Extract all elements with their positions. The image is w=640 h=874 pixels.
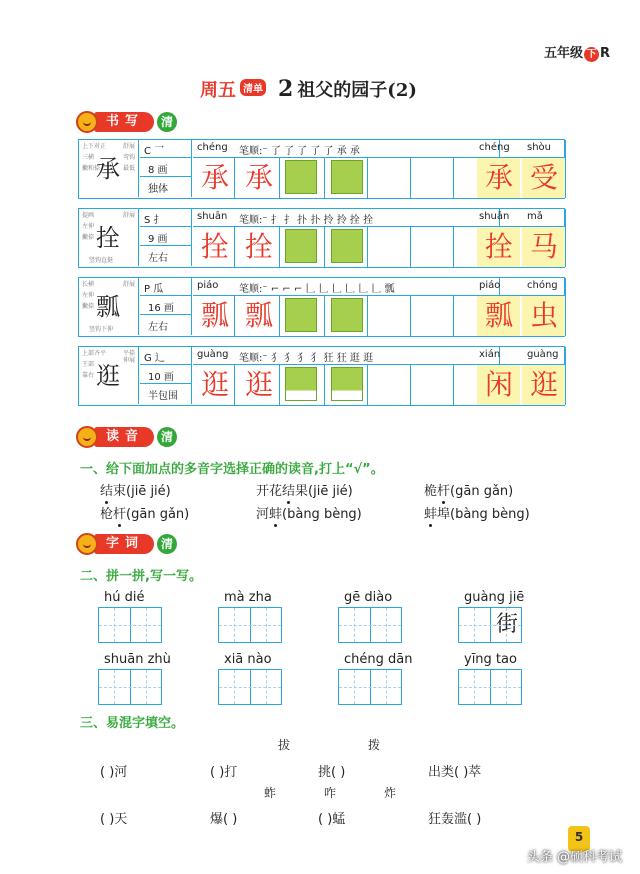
writing-tip: 王部	[82, 361, 95, 368]
grid-guide	[234, 608, 235, 642]
dotted-char: 蚌	[424, 507, 438, 522]
divider	[565, 278, 566, 336]
divider	[279, 226, 280, 267]
divider	[234, 226, 235, 267]
dotted-char: 蚌	[269, 507, 283, 522]
practice-box[interactable]	[285, 367, 317, 401]
divider	[453, 226, 454, 267]
word-pinyin: chóng	[527, 280, 558, 291]
hint-char: 拔	[278, 738, 291, 752]
grid-guide	[146, 608, 147, 642]
grid-guide	[114, 608, 115, 642]
divider	[140, 226, 191, 227]
writing-grid[interactable]	[338, 607, 402, 643]
writing-tip: 竖钩直挺	[89, 257, 114, 264]
divider	[140, 157, 191, 158]
hint-char: 蚱	[264, 786, 277, 800]
char-left-box	[79, 347, 139, 404]
pinyin-label: chéng dān	[344, 652, 413, 667]
writing-grid[interactable]	[98, 607, 162, 643]
char-info	[140, 140, 192, 197]
trace-char: 承	[244, 161, 273, 194]
pinyin-label: xiā nào	[224, 652, 272, 667]
char-pinyin: piáo	[197, 280, 219, 291]
polyphone-item: 桅杆(gān gǎn)	[424, 484, 514, 499]
writing-tip: 上下对正	[82, 143, 107, 150]
hint-char: 咋	[324, 786, 337, 800]
divider	[140, 295, 191, 296]
dotted-char: 结	[100, 484, 114, 499]
divider	[367, 226, 368, 267]
divider	[453, 295, 454, 336]
pinyin-label: hú dié	[104, 590, 145, 605]
word-char: 瓢	[484, 299, 513, 332]
char-structure: 左右	[148, 322, 168, 333]
practice-box[interactable]	[285, 298, 317, 332]
question-3-label: 三、易混字填空。	[80, 716, 185, 731]
grade-label: 五年级 下 R	[543, 46, 610, 61]
mascot-icon	[76, 426, 98, 448]
grid-guide	[146, 670, 147, 704]
char-left-box	[79, 209, 139, 266]
char-pinyin: shuān	[197, 211, 228, 222]
char-info	[140, 209, 192, 266]
writing-tip: 撇和捺	[82, 165, 101, 172]
page-number: 5	[568, 826, 590, 852]
fill-blank[interactable]: 爆( )	[210, 812, 238, 827]
section-write-header: 书写 清	[76, 110, 177, 134]
fill-blank[interactable]: ( )天	[100, 812, 128, 827]
grid-guide	[506, 670, 507, 704]
writing-grid[interactable]	[218, 669, 282, 705]
divider	[140, 176, 191, 177]
writing-tip: 长横	[82, 281, 95, 288]
writing-tip: 三横	[82, 154, 95, 161]
section-words-header: 字词 清	[76, 532, 177, 556]
divider	[324, 364, 325, 405]
word-char: 闲	[484, 368, 513, 401]
divider	[234, 364, 235, 405]
question-2-label: 二、拼一拼,写一写。	[80, 569, 202, 584]
stroke-count: 16 画	[148, 303, 174, 314]
writing-tip: 左伸	[82, 292, 95, 299]
writing-tip: 左伸	[82, 223, 95, 230]
stroke-order: 笔顺:⁻ 扌 扌 扑 扑 拎 拎 拴 拴	[239, 215, 374, 226]
writing-tip: 竖钩下伸	[89, 326, 114, 333]
char-left-box	[79, 278, 139, 335]
stroke-order: 笔顺:⁻ 了 了 了 了 了 承 承	[239, 146, 360, 157]
char-info	[140, 347, 192, 404]
char-structure: 左右	[148, 253, 168, 264]
char-pinyin: chéng	[197, 142, 228, 153]
divider	[367, 295, 368, 336]
practice-box[interactable]	[331, 298, 363, 332]
polyphone-item: 蚌埠(bàng bèng)	[424, 507, 530, 522]
trace-char: 逛	[244, 368, 273, 401]
divider	[140, 245, 191, 246]
divider	[453, 157, 454, 198]
writing-grid[interactable]	[458, 607, 522, 643]
stroke-count: 9 画	[148, 234, 168, 245]
dotted-char: 杆	[437, 484, 451, 499]
pinyin-label: mà zha	[224, 590, 272, 605]
char-left-box	[79, 140, 139, 197]
word-char: 拴	[484, 230, 513, 263]
divider	[279, 364, 280, 405]
stroke-order: 笔顺:⁻ ⌐ ⌐ ⌐ 𠃊 𠃊 𠃊 𠃊 𠃊 𠃊 瓢	[239, 284, 395, 295]
divider	[234, 157, 235, 198]
pinyin-label: yīng tao	[464, 652, 517, 667]
writing-tip: 平捺伸展	[123, 350, 136, 364]
word-pinyin: guàng	[527, 349, 559, 360]
divider	[279, 295, 280, 336]
divider	[234, 295, 235, 336]
mascot-icon	[76, 111, 98, 133]
char-index: C 乛	[144, 146, 165, 157]
practice-box[interactable]	[285, 160, 317, 194]
grid-guide	[386, 608, 387, 642]
stroke-order: 笔顺:⁻ 犭 犭 犭 犭 狂 狂 逛 逛	[239, 353, 374, 364]
char-structure: 半包围	[148, 391, 178, 402]
writing-tip: 舒展	[123, 143, 136, 150]
hint-char: 炸	[384, 786, 397, 800]
dotted-char: 杆	[113, 507, 127, 522]
pinyin-label: shuān zhù	[104, 652, 171, 667]
trace-char: 拴	[244, 230, 273, 263]
polyphone-item: 开花结果(jiē jié)	[256, 484, 353, 499]
writing-tip: 撇捺	[82, 303, 95, 310]
writing-tip: 弯钩	[123, 154, 136, 161]
writing-tip: 舒展	[123, 281, 136, 288]
practice-box[interactable]	[331, 160, 363, 194]
writing-grid[interactable]	[458, 669, 522, 705]
trace-char: 瓢	[200, 299, 229, 332]
pinyin-label: guàng jiē	[464, 590, 525, 605]
fill-blank[interactable]: 狂轰滥( )	[428, 812, 482, 827]
fill-blank[interactable]: 挑( )	[318, 765, 346, 780]
divider	[410, 157, 411, 198]
divider	[565, 209, 566, 267]
divider	[565, 347, 566, 405]
practice-box[interactable]	[331, 229, 363, 263]
divider	[565, 140, 566, 198]
grid-guide	[354, 670, 355, 704]
stroke-count: 10 画	[148, 372, 174, 383]
grid-guide	[266, 670, 267, 704]
page-title: 周五 清单 2 祖父的园子(2)	[200, 76, 417, 102]
grid-guide	[266, 608, 267, 642]
word-char: 逛	[529, 368, 558, 401]
divider	[410, 226, 411, 267]
fill-blank[interactable]: ( )蜢	[318, 812, 346, 827]
trace-char: 瓢	[244, 299, 273, 332]
divider	[279, 157, 280, 198]
model-char: 承	[96, 155, 120, 183]
writing-grid[interactable]	[98, 669, 162, 705]
word-char: 受	[529, 161, 558, 194]
fill-blank[interactable]: ( )河	[100, 765, 128, 780]
grid-guide	[474, 608, 475, 642]
practice-box[interactable]	[285, 229, 317, 263]
writing-tip: 上部齐平	[82, 350, 107, 357]
divider	[410, 295, 411, 336]
trace-char: 承	[200, 161, 229, 194]
grid-guide	[474, 670, 475, 704]
grid-guide	[354, 608, 355, 642]
dotted-char: 结	[282, 484, 296, 499]
section-read-header: 读音 清	[76, 425, 177, 449]
model-char: 逛	[96, 362, 120, 390]
word-char: 虫	[529, 299, 558, 332]
writing-tip: 舒展	[123, 212, 136, 219]
model-char: 瓢	[96, 293, 120, 321]
writing-tip: 靠右	[82, 372, 95, 379]
divider	[324, 295, 325, 336]
grid-char: 街	[495, 612, 518, 637]
divider	[324, 226, 325, 267]
word-char: 马	[529, 230, 558, 263]
char-info	[140, 278, 192, 335]
divider	[324, 157, 325, 198]
writing-tip: 最低	[123, 165, 136, 172]
hint-char: 拨	[368, 738, 381, 752]
word-pinyin: chéng	[479, 142, 510, 153]
word-pinyin: xián	[479, 349, 501, 360]
divider	[453, 364, 454, 405]
writing-tip: 撇捺	[82, 234, 95, 241]
polyphone-item: 结束(jiē jié)	[100, 484, 171, 499]
stroke-count: 8 画	[148, 165, 168, 176]
char-pinyin: guàng	[197, 349, 229, 360]
practice-box[interactable]	[331, 367, 363, 401]
char-row	[78, 208, 565, 268]
question-1-label: 一、给下面加点的多音字选择正确的读音,打上“√”。	[80, 462, 384, 477]
model-char: 拴	[96, 224, 120, 252]
char-row	[78, 139, 565, 199]
writing-tip: 提画	[82, 212, 95, 219]
divider	[410, 364, 411, 405]
trace-char: 拴	[200, 230, 229, 263]
polyphone-item: 河蚌(bàng bèng)	[256, 507, 362, 522]
grid-guide	[386, 670, 387, 704]
char-index: G 辶	[144, 353, 165, 364]
divider	[140, 383, 191, 384]
fill-blank[interactable]: ( )打	[210, 765, 238, 780]
grid-guide	[234, 670, 235, 704]
char-row	[78, 277, 565, 337]
mascot-icon	[76, 533, 98, 555]
writing-grid[interactable]	[338, 669, 402, 705]
fill-blank[interactable]: 出类( )萃	[428, 765, 482, 780]
char-structure: 独体	[148, 184, 168, 195]
word-pinyin: shuān	[479, 211, 510, 222]
polyphone-item: 枪杆(gān gǎn)	[100, 507, 190, 522]
divider	[367, 364, 368, 405]
char-row	[78, 346, 565, 406]
word-pinyin: shòu	[527, 142, 552, 153]
divider	[140, 364, 191, 365]
divider	[367, 157, 368, 198]
pinyin-label: gē diào	[344, 590, 393, 605]
char-index: P 瓜	[144, 284, 164, 295]
word-char: 承	[484, 161, 513, 194]
trace-char: 逛	[200, 368, 229, 401]
watermark: 头条 @硕科考试	[526, 850, 622, 865]
writing-grid[interactable]	[218, 607, 282, 643]
word-pinyin: piáo	[479, 280, 501, 291]
word-pinyin: mǎ	[527, 211, 543, 222]
grid-guide	[114, 670, 115, 704]
char-index: S 扌	[144, 215, 164, 226]
divider	[140, 314, 191, 315]
